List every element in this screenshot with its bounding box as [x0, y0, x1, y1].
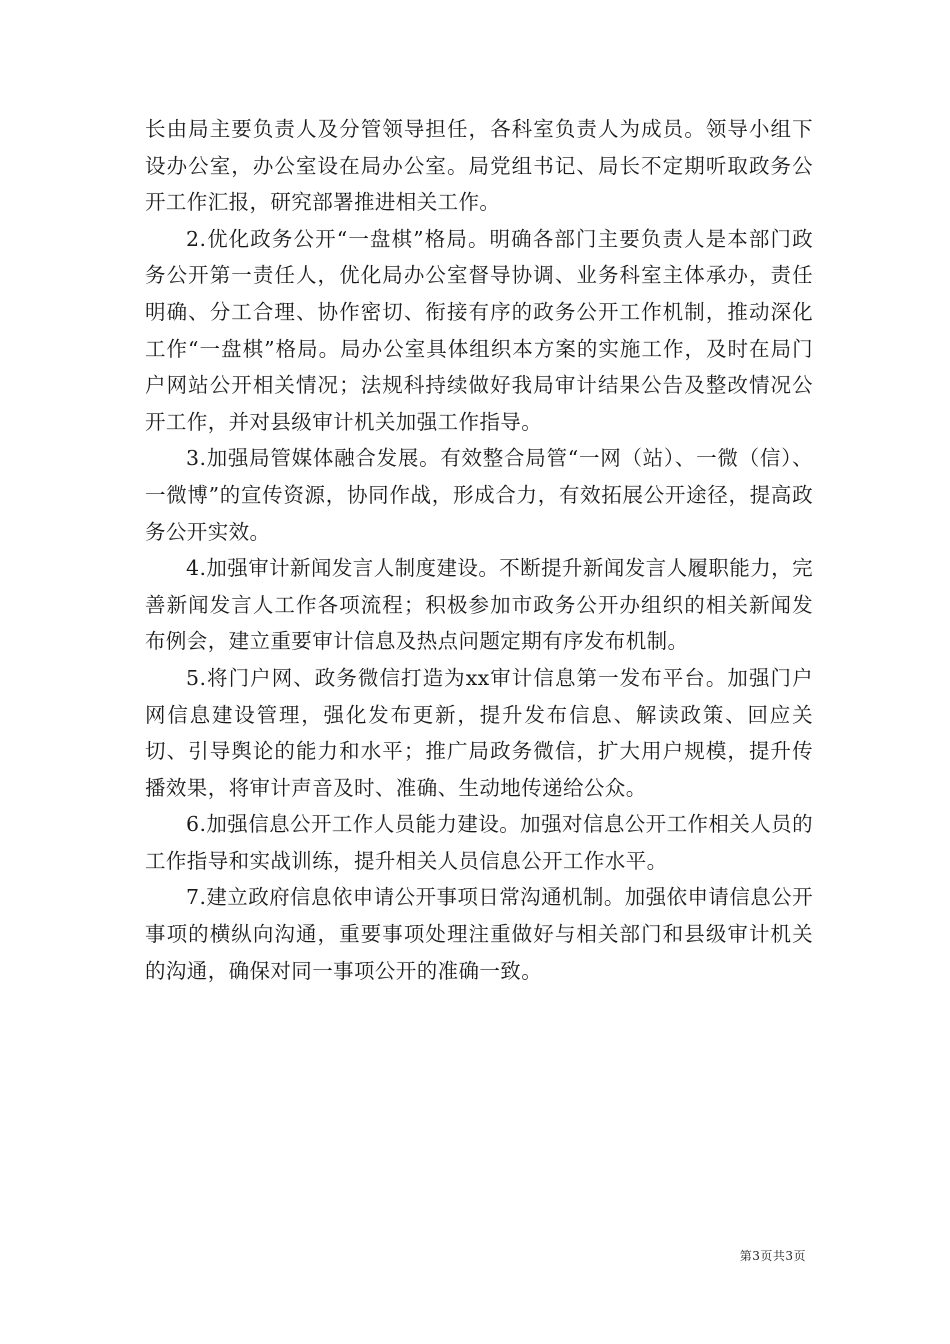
- paragraph-continuation: 长由局主要负责人及分管领导担任，各科室负责人为成员。领导小组下设办公室，办公室设在局办公室。局党组书记、局长不定期听取政务公开工作汇报，研究部署推进相关工作。: [145, 117, 813, 215]
- paragraph-item-2: 2.优化政务公开“一盘棋”格局。明确各部门主要负责人是本部门政务公开第一责任人，优化局办公室督导协调、业务科室主体承办，责任明确、分工合理、协作密切、衔接有序的政务公开工作机制，推动深化工作“一盘棋”格局。局办公室具体组织本方案的实施工作，及时在局门户网站公开相关情况；法规科持续做好我局审计结果公告及整改情况公开工作，并对县级审计机关加强工作指导。: [145, 226, 813, 434]
- paragraph-item-4: 4.加强审计新闻发言人制度建设。不断提升新闻发言人履职能力，完善新闻发言人工作各项流程；积极参加市政务公开办组织的相关新闻发布例会，建立重要审计信息及热点问题定期有序发布机制。: [145, 556, 813, 654]
- paragraph-item-3: 3.加强局管媒体融合发展。有效整合局管“一网（站）、一微（信）、一微博”的宣传资源，协同作战，形成合力，有效拓展公开途径，提高政务公开实效。: [145, 446, 813, 544]
- paragraph-item-6: 6.加强信息公开工作人员能力建设。加强对信息公开工作相关人员的工作指导和实战训练，提升相关人员信息公开工作水平。: [145, 812, 813, 873]
- document-body: [145, 111, 813, 989]
- page-number: 第3页共3页: [739, 1249, 806, 1263]
- paragraph-item-7: 7.建立政府信息依申请公开事项日常沟通机制。加强依申请信息公开事项的横纵向沟通，重要事项处理注重做好与相关部门和县级审计机关的沟通，确保对同一事项公开的准确一致。: [145, 885, 813, 983]
- paragraph-item-5: 5.将门户网、政务微信打造为xx审计信息第一发布平台。加强门户网信息建设管理，强化发布更新，提升发布信息、解读政策、回应关切、引导舆论的能力和水平；推广局政务微信，扩大用户规模，提升传播效果，将审计声音及时、准确、生动地传递给公众。: [145, 665, 813, 800]
